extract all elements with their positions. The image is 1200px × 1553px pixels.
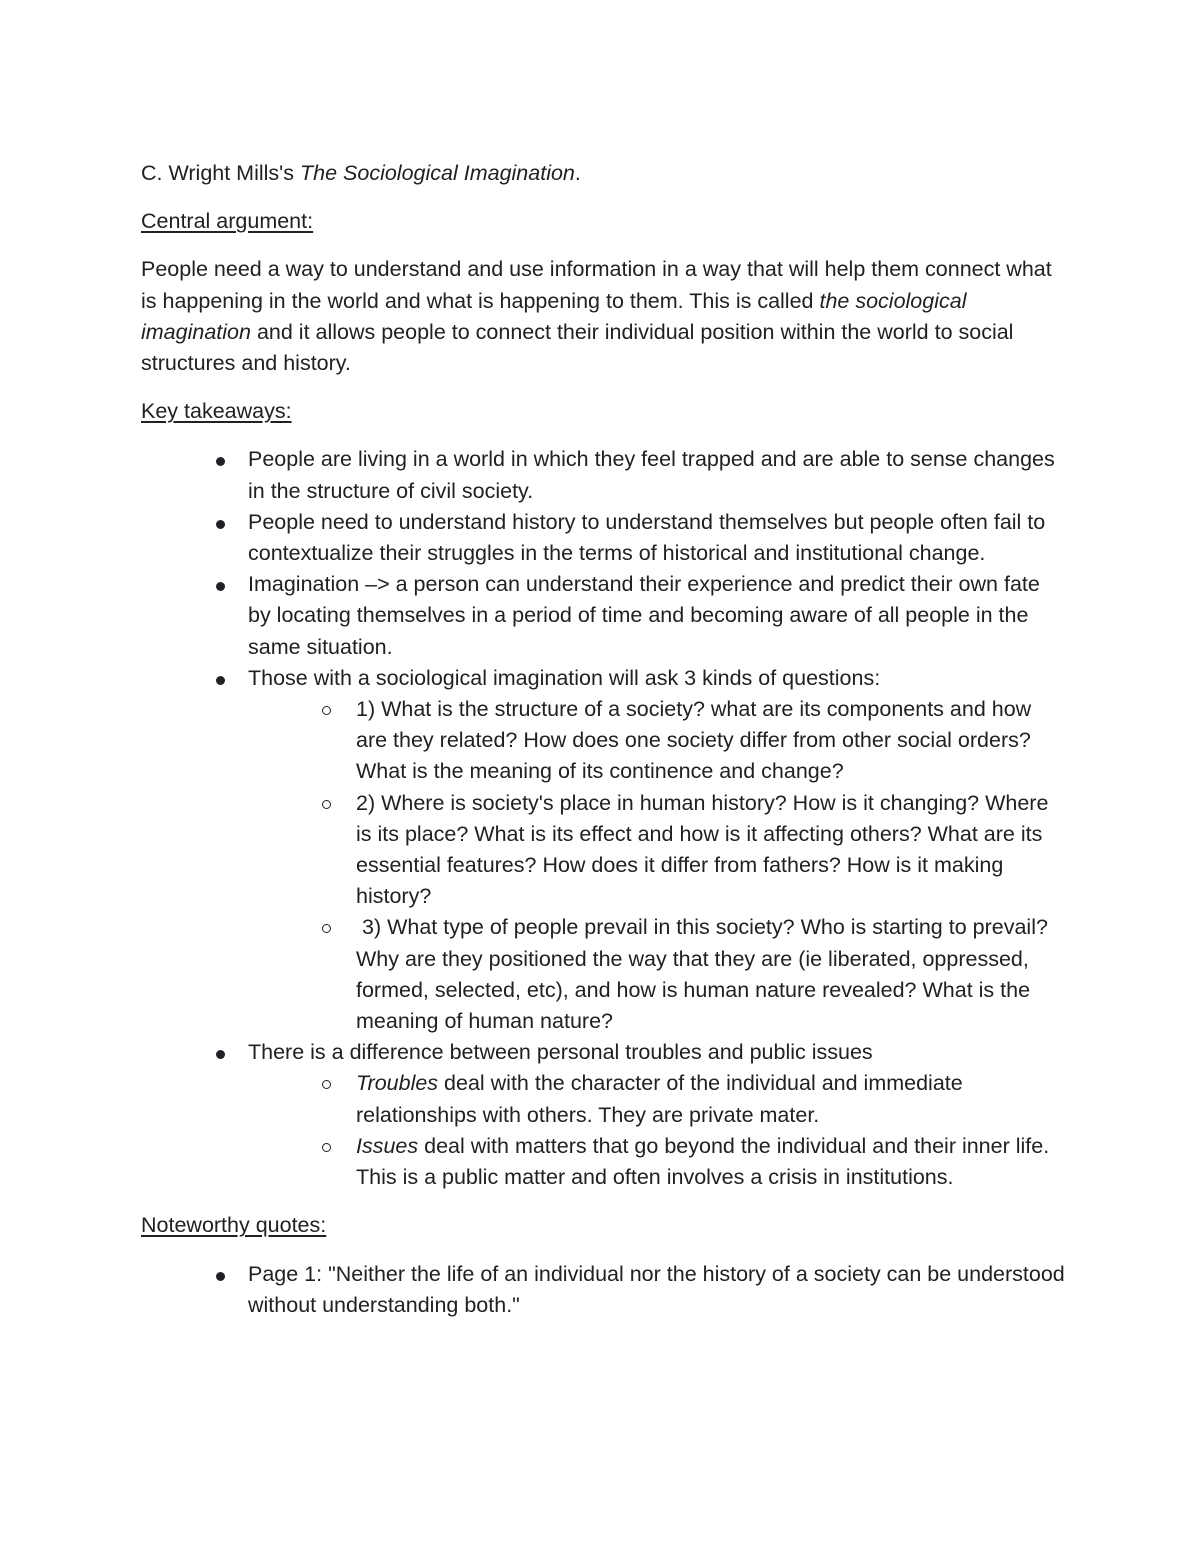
quotes-list (141, 1259, 1066, 1321)
noteworthy-quotes-heading: Noteworthy quotes: (141, 1213, 327, 1238)
title-author: C. Wright Mills's (141, 161, 300, 185)
central-text-2: and it allows people to connect their individual position within the world to social structures and history. (141, 319, 1014, 376)
sublist-item-text: deal with the character of the individual and immediate relationships with others. They are private mater. (356, 1071, 963, 1127)
central-emphasis: the sociological imagination (141, 288, 967, 344)
list-item (141, 569, 1066, 663)
sublist-item-text: deal with matters that go beyond the individual and their inner life. This is a public matter and often involves a crisis in institutions. (356, 1133, 1050, 1190)
title-end: . (574, 161, 581, 185)
circle-bullet-icon (322, 924, 331, 933)
troubles-issues-sublist (248, 1068, 1066, 1193)
document-title (141, 158, 1066, 189)
bullet-icon (216, 520, 225, 529)
central-argument-paragraph (141, 254, 1066, 379)
sublist-item (248, 912, 1066, 1037)
list-item-text: Imagination –> a person can understand their experience and predict their own fate by locating themselves in a period of time and becoming aware of all people in the same situation. (248, 572, 1040, 659)
list-item-text: People need to understand history to understand themselves but people often fail to contextualize their struggles in the terms of historical and institutional change. (248, 509, 1046, 566)
list-item (141, 444, 1066, 506)
list-item (141, 507, 1066, 569)
sublist-item (248, 694, 1066, 788)
key-takeaways-heading: Key takeaways: (141, 399, 292, 424)
circle-bullet-icon (322, 1143, 331, 1152)
sublist-item (248, 1068, 1066, 1130)
title-book: The Sociological Imagination (300, 161, 575, 185)
sublist-item-text: 1) What is the structure of a society? what are its components and how are they related? How does one society differ from other social orders? What is the meaning of its continence and change? (356, 697, 1032, 784)
bullet-icon (216, 676, 225, 685)
bullet-icon (216, 1050, 225, 1059)
circle-bullet-icon (322, 706, 331, 715)
quote-text: Page 1: "Neither the life of an individual nor the history of a society can be understood without understanding both." (248, 1261, 1065, 1317)
issues-term: Issues (356, 1133, 419, 1158)
list-item-text: There is a difference between personal troubles and public issues (248, 1040, 873, 1065)
circle-bullet-icon (322, 1080, 331, 1089)
questions-sublist (248, 694, 1066, 1037)
bullet-icon (216, 582, 225, 591)
troubles-term: Troubles (356, 1071, 439, 1096)
sublist-item (248, 788, 1066, 913)
list-item-text: Those with a sociological imagination will ask 3 kinds of questions: (248, 665, 881, 690)
central-text-1: People need a way to understand and use information in a way that will help them connect what is happening in the world and what is happening to them. This is called (141, 257, 1052, 313)
sublist-item-text: 2) Where is society's place in human history? How is it changing? Where is its place? What is its effect and how is it affecting others? What are its essential features? How does it differ from fathers? How is it making history? (356, 790, 1049, 909)
document-page (141, 158, 1066, 1338)
list-item (141, 663, 1066, 1037)
takeaways-list (141, 444, 1066, 1193)
list-item-text: People are living in a world in which they feel trapped and are able to sense changes in the structure of civil society. (248, 447, 1055, 503)
sublist-item (248, 1131, 1066, 1193)
central-argument-heading: Central argument: (141, 209, 314, 234)
list-item (141, 1037, 1066, 1193)
list-item (141, 1259, 1066, 1321)
bullet-icon (216, 1272, 225, 1281)
bullet-icon (216, 457, 225, 466)
circle-bullet-icon (322, 800, 331, 809)
sublist-item-text: 3) What type of people prevail in this society? Who is starting to prevail? Why are they positioned the way that they are (ie liberated, oppressed, formed, selected, etc), and how is human nature revealed? What is the meaning of human nature? (356, 915, 1054, 1034)
